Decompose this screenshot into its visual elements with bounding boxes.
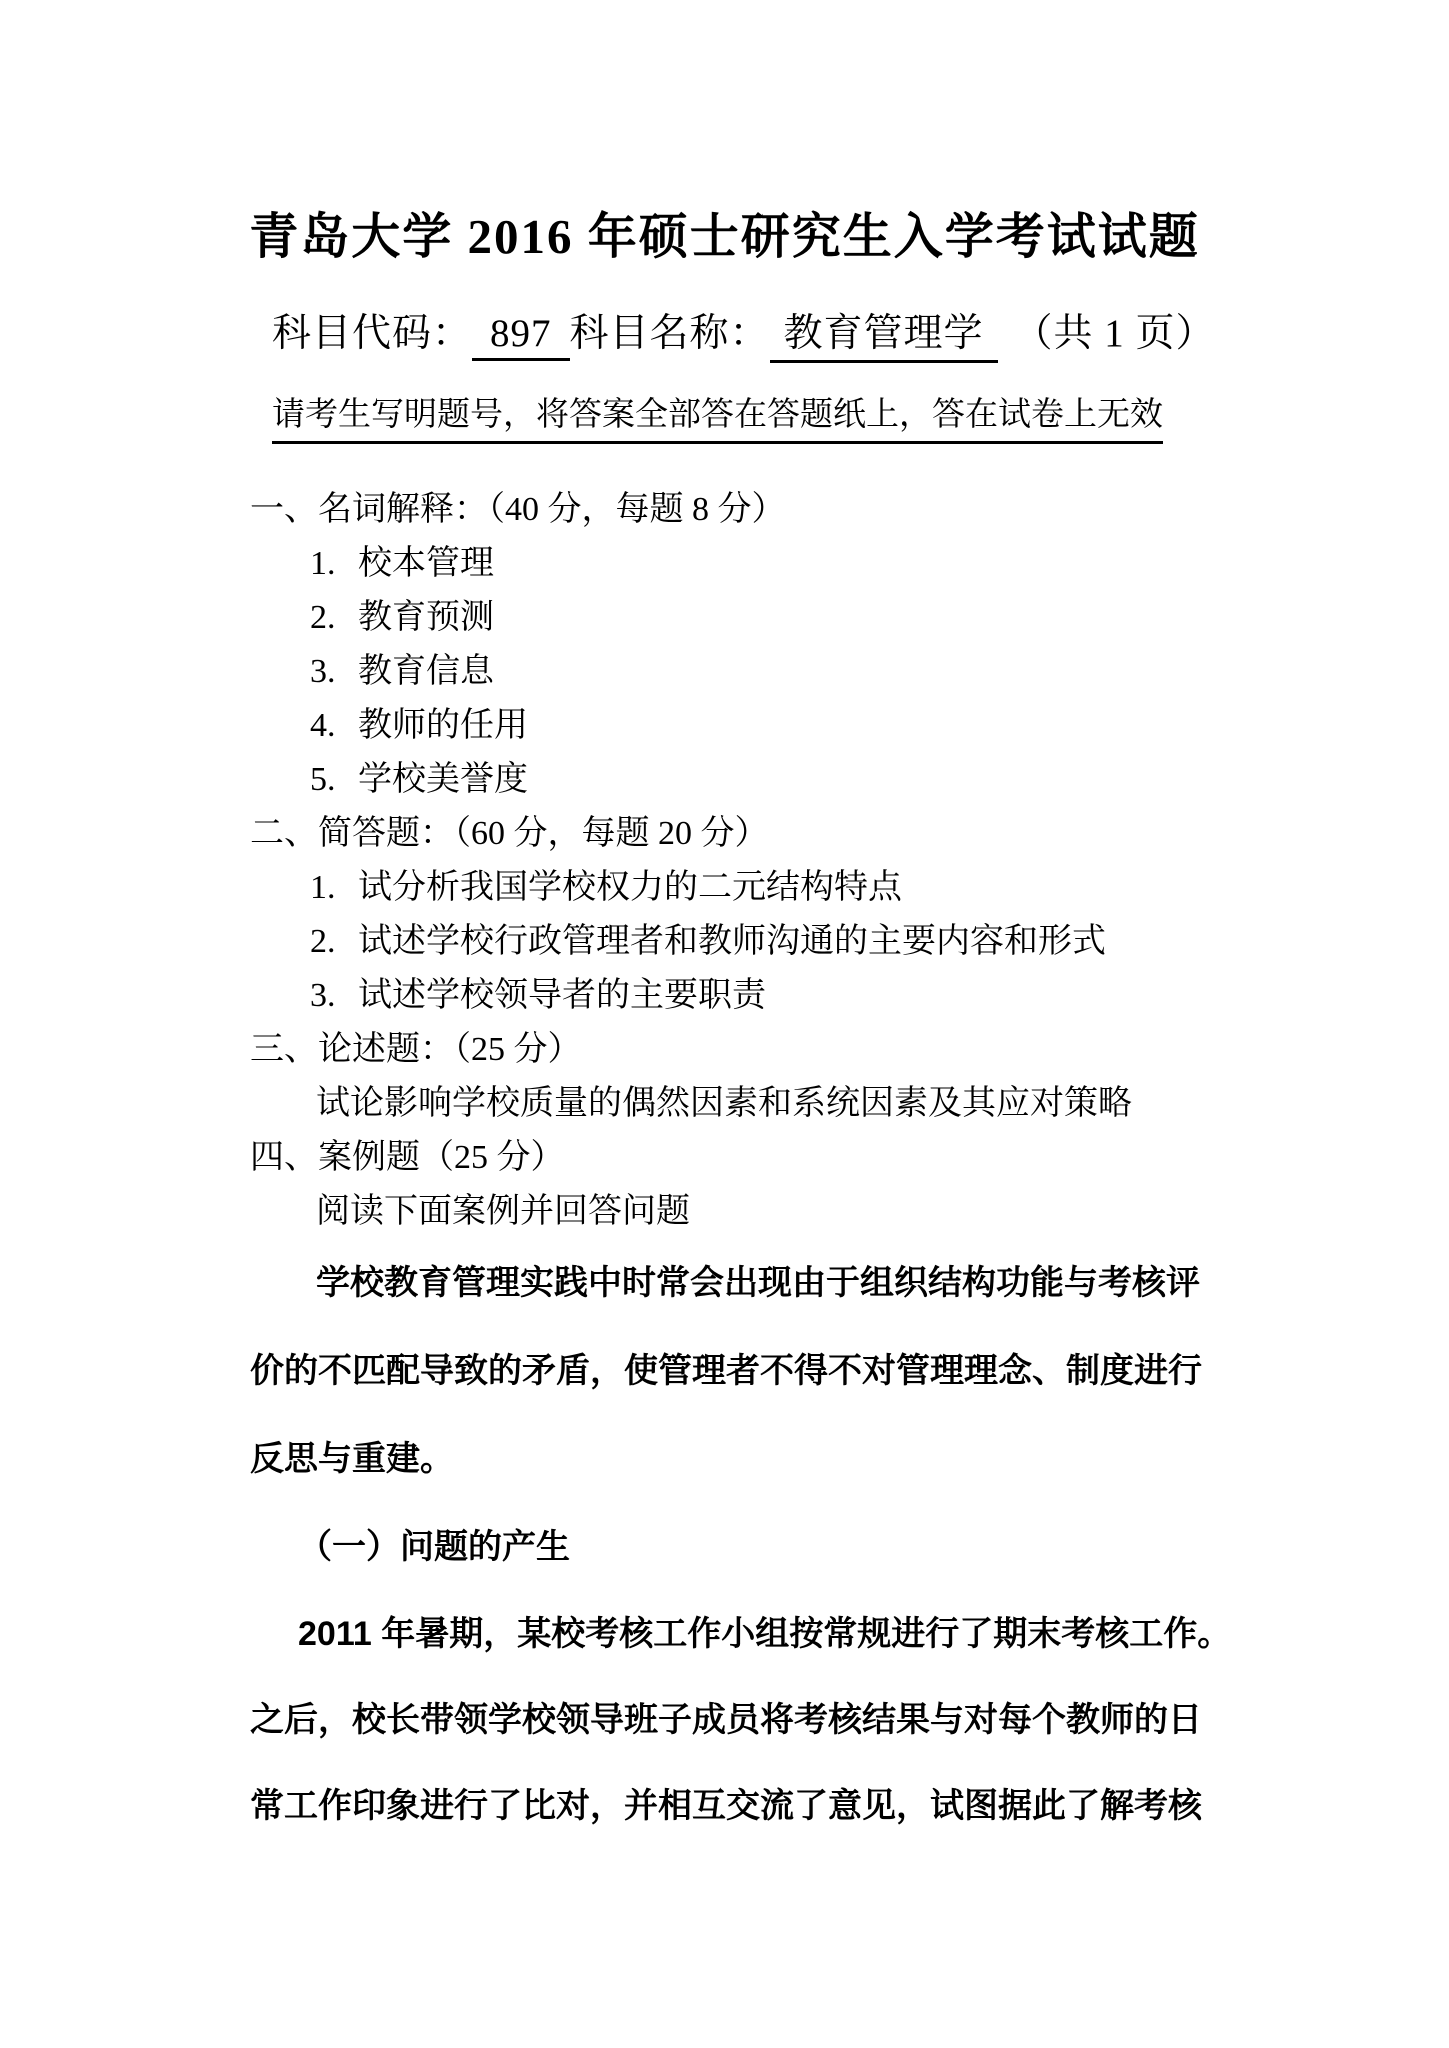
item-text: 试述学校领导者的主要职责	[358, 977, 766, 1014]
section-2-item-2	[250, 915, 1210, 969]
section-1-item-4	[250, 699, 1210, 753]
item-text: 教育预测	[358, 599, 494, 636]
item-number: 2.	[310, 923, 336, 960]
item-text: 学校美誉度	[358, 761, 528, 798]
item-text: 试述学校行政管理者和教师沟通的主要内容和形式	[358, 923, 1106, 960]
item-text: 试分析我国学校权力的二元结构特点	[358, 869, 902, 906]
case-intro-line: 价的不匹配导致的矛盾，使管理者不得不对管理理念、制度进行	[250, 1352, 1202, 1390]
case-intro-line: 学校教育管理实践中时常会出现由于组织结构功能与考核评	[316, 1264, 1200, 1302]
case-subheading: （一）问题的产生	[298, 1528, 570, 1566]
section-1-item-3	[250, 645, 1210, 699]
case-intro-paragraph	[250, 1239, 1210, 1503]
item-number: 4.	[310, 707, 336, 744]
section-3-heading: 三、论述题：（25 分）	[250, 1031, 582, 1068]
item-number: 3.	[310, 977, 336, 1014]
page-title: 青岛大学 2016 年硕士研究生入学考试试题	[249, 209, 1200, 264]
item-text: 校本管理	[358, 545, 494, 582]
item-text: 教师的任用	[358, 707, 528, 744]
section-1-heading: 一、名词解释：（40 分，每题 8 分）	[250, 491, 786, 528]
section-1-item-1	[250, 537, 1210, 591]
section-1-item-2	[250, 591, 1210, 645]
pages-note: （共 1 页）	[1013, 312, 1216, 355]
section-2-heading: 二、简答题：（60 分，每题 20 分）	[250, 815, 769, 852]
question-body	[250, 483, 1232, 1849]
section-2-item-1	[250, 861, 1210, 915]
notice-text: 请考生写明题号，将答案全部答在答题纸上，答在试卷上无效	[272, 388, 1163, 444]
item-text: 教育信息	[358, 653, 494, 690]
section-4-prompt: 阅读下面案例并回答问题	[316, 1193, 690, 1230]
case-body-line: 2011 年暑期，某校考核工作小组按常规进行了期末考核工作。	[298, 1615, 1232, 1653]
subject-code-label: 科目代码：	[272, 312, 473, 355]
subject-line	[272, 302, 1216, 363]
notice-line	[272, 388, 1163, 444]
section-4-heading: 四、案例题（25 分）	[250, 1139, 565, 1176]
case-body-line: 之后，校长带领学校领导班子成员将考核结果与对每个教师的日	[250, 1701, 1202, 1739]
item-number: 3.	[310, 653, 336, 690]
case-body-paragraph	[250, 1591, 1232, 1849]
section-2-item-3	[250, 969, 1210, 1023]
item-number: 1.	[310, 869, 336, 906]
item-number: 1.	[310, 545, 336, 582]
subject-name-label: 科目名称：	[569, 312, 770, 355]
section-3-prompt: 试论影响学校质量的偶然因素和系统因素及其应对策略	[316, 1085, 1132, 1122]
subject-name-value: 教育管理学	[770, 302, 998, 363]
subject-code-value: 897	[472, 311, 570, 361]
item-number: 5.	[310, 761, 336, 798]
case-body-line: 常工作印象进行了比对，并相互交流了意见，试图据此了解考核	[250, 1787, 1202, 1825]
item-number: 2.	[310, 599, 336, 636]
case-intro-line: 反思与重建。	[250, 1440, 454, 1478]
section-1-item-5	[250, 753, 1210, 807]
